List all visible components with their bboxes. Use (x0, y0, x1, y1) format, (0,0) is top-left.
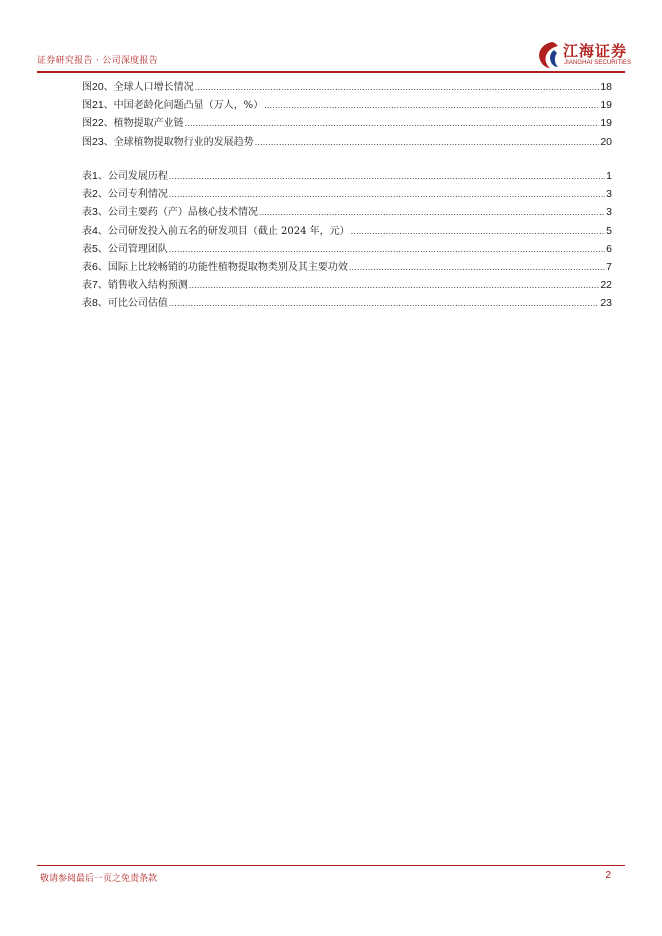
table-entry[interactable] (82, 258, 612, 276)
table-entry[interactable] (82, 203, 612, 221)
dot-leader (169, 189, 605, 199)
dot-leader (264, 100, 599, 110)
dot-leader (169, 244, 605, 254)
figure-entry[interactable] (82, 133, 612, 151)
table-list (82, 167, 612, 313)
table-entry[interactable] (82, 240, 612, 258)
entry-page: 22 (600, 279, 612, 292)
report-type-header: 证券研究报告 · 公司深度报告 (37, 56, 159, 66)
table-entry[interactable] (82, 294, 612, 312)
entry-page: 6 (606, 242, 612, 255)
page-number: 2 (605, 870, 611, 881)
figure-entry[interactable] (82, 96, 612, 114)
entry-label: 表3、公司主要药（产）品核心技术情况 (82, 206, 258, 219)
entry-page: 3 (606, 206, 612, 219)
company-logo (536, 40, 632, 70)
entry-page: 19 (600, 117, 612, 130)
entry-page: 5 (606, 224, 612, 237)
entry-page: 23 (600, 297, 612, 310)
footer-divider (37, 865, 625, 866)
dot-leader (169, 298, 599, 308)
entry-label: 图23、全球植物提取物行业的发展趋势 (82, 135, 254, 148)
figure-entry[interactable] (82, 78, 612, 96)
entry-label: 表8、可比公司估值 (82, 297, 168, 310)
logo-en-text: JIANGHAI SECURITIES (564, 60, 632, 66)
dot-leader (185, 118, 600, 128)
entry-page: 7 (606, 260, 612, 273)
entry-page: 20 (600, 135, 612, 148)
dot-leader (189, 280, 599, 290)
entry-page: 3 (606, 188, 612, 201)
entry-label: 图20、全球人口增长情况 (82, 81, 194, 93)
dot-leader (259, 207, 605, 217)
dot-leader (349, 262, 605, 272)
entry-label: 图22、植物提取产业链 (82, 117, 184, 130)
table-entry[interactable] (82, 167, 612, 185)
table-entry[interactable] (82, 276, 612, 294)
footer-disclaimer: 敬请参阅最后一页之免责条款 (40, 874, 158, 884)
entry-label: 表1、公司发展历程 (82, 170, 168, 182)
logo-cn-text: 江海证券 (563, 42, 628, 60)
dot-leader (255, 137, 600, 147)
entry-label: 表2、公司专利情况 (82, 188, 168, 201)
figure-list (82, 78, 612, 151)
entry-label: 表7、销售收入结构预测 (82, 279, 188, 292)
entry-label: 表5、公司管理团队 (82, 242, 168, 255)
logo-mark-icon (536, 40, 562, 70)
dot-leader (169, 171, 605, 181)
entry-page: 18 (600, 81, 612, 93)
table-entry[interactable] (82, 222, 612, 240)
header-divider (37, 71, 625, 73)
entry-label: 表6、国际上比较畅销的功能性植物提取物类别及其主要功效 (82, 260, 348, 273)
dot-leader (351, 226, 606, 236)
entry-page: 1 (606, 170, 612, 182)
entry-page: 19 (600, 99, 612, 112)
figure-entry[interactable] (82, 114, 612, 132)
entry-label: 图21、中国老龄化问题凸显（万人，%） (82, 99, 264, 112)
table-entry[interactable] (82, 185, 612, 203)
dot-leader (195, 82, 600, 92)
entry-label: 表4、公司研发投入前五名的研发项目（截止 2024 年，元） (82, 224, 350, 237)
